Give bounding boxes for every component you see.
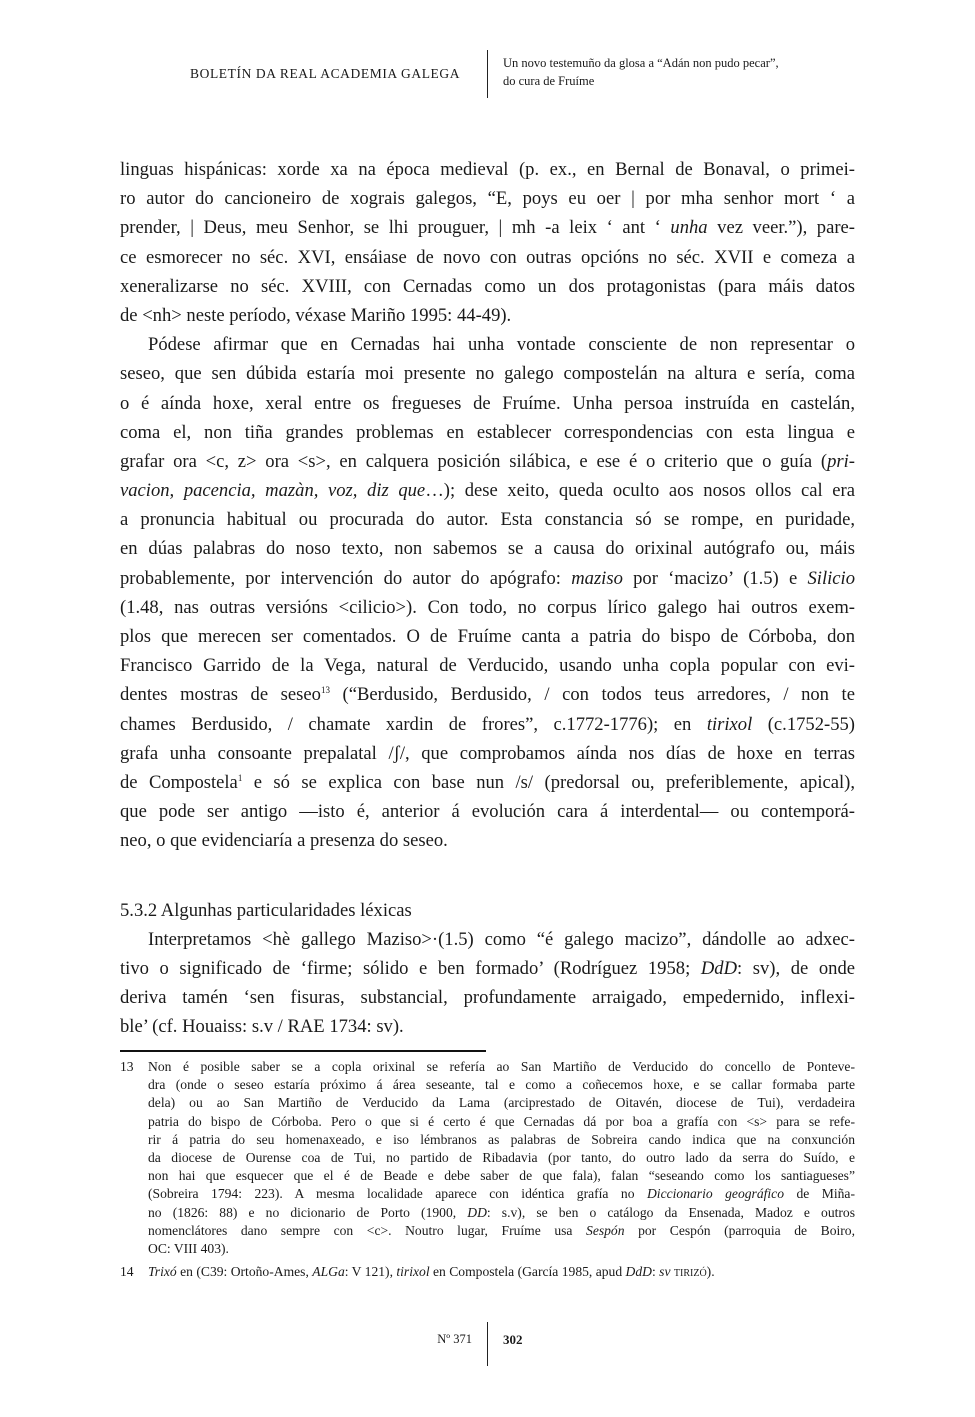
main-text: [120, 155, 855, 1041]
text-line: dentes mostras de seseo$^{13}$ (“Berdusido, Berdusido, / con todos teus arredores, / non te: [120, 684, 855, 706]
paragraph-2: [120, 330, 855, 855]
paragraph-1: [120, 155, 855, 330]
footnote-number: 14: [120, 1264, 134, 1280]
text-line: neo, o que evidenciaría a presenza do seseo.: [120, 830, 448, 852]
journal-name: BOLETÍN DA REAL ACADEMIA GALEGA: [190, 66, 461, 81]
footnote-13: [120, 1058, 855, 1258]
article-title-line-1: Un novo testemuño da glosa a “Adán non pudo pecar”,: [503, 56, 779, 70]
footnote-line: da diocese de Ourense coa de Tui, no partido de Ribadavia (por tanto, do outro lado da serra do Suído, e: [148, 1149, 855, 1165]
footnote-line: dela) ou ao San Martiño de Verducido da Lama (arciprestado de Oitavén, diocese de Tui), verdadeira: [148, 1095, 855, 1111]
text-line: Interpretamos <hè gallego Maziso>·(1.5) como “é galego macizo”, dándolle ao adxec-: [148, 928, 855, 950]
text-line: probablemente, por intervención do autor do apógrafo: maziso por ‘macizo’ (1.5) e Silicio: [120, 567, 855, 589]
footnote-line: no (1826: 88) e no dicionario de Porto (1900, DD: s.v), se ben o catálogo da Ensenada, Madoz e outros: [148, 1204, 856, 1220]
footnote-ref-14[interactable]: 1: [237, 772, 243, 783]
article-title-line-2: do cura de Fruíme: [503, 74, 595, 88]
text-line: coma el, non tiña grandes problemas en establecer correspondencias con esta lingua e: [120, 421, 855, 443]
footnote-number: 13: [120, 1059, 134, 1074]
text-line: seseo, que sen dúbida estaría moi presente no galego compostelán na altura e sería, coma: [120, 363, 855, 385]
text-line: Pódese afirmar que en Cernadas hai unha vontade consciente de non representar o: [148, 334, 855, 356]
text-line: o é aínda hoxe, xeral entre os fregueses de Fruíme. Unha persoa instruída en castelán,: [120, 392, 855, 414]
text-line: ce esmorecer no séc. XVI, ensáiase de novo con outras opcións no séc. XVII e comeza a: [120, 246, 855, 268]
page-number: 302: [503, 1332, 523, 1347]
text-line: grafa unha consoante prepalatal /ʃ/, que comprobamos aínda nos días de hoxe en terras: [120, 742, 855, 764]
footnote-line: OC: VIII 403).: [148, 1240, 229, 1256]
footnote-line: Trixó en (C39: Ortoño-Ames, ALGa: V 121), tirixol en Compostela (García 1985, apud DdD: sv tirizó).: [148, 1264, 715, 1280]
text-line: (1.48, nas outras versións <cilicio>). Con todo, no corpus lírico galego hai outros exem-: [120, 596, 855, 618]
footer-divider: [487, 1322, 488, 1366]
text-line: grafar ora <c, z> ora <s>, en calquera posición silábica, e ese é o criterio que o guía (pri-: [120, 450, 855, 472]
footnote-separator: [120, 1050, 486, 1052]
text-line: Francisco Garrido de la Vega, natural de Verducido, usando unha copla popular con evi-: [120, 655, 855, 677]
footnote-line: patria do bispo de Córboba. Pero o que si é certo é que Cernadas dá por boa a grafía con <s> para se refe-: [148, 1113, 855, 1129]
text-line: en dúas palabras do noso texto, non sabemos se a causa do orixinal autógrafo ou, máis: [120, 538, 855, 560]
text-line: xeneralizarse no séc. XVIII, con Cernadas como un dos protagonistas (para máis datos: [120, 275, 855, 297]
footnote-ref-13[interactable]: 13: [320, 685, 330, 696]
page-header: [0, 50, 975, 100]
text-line: de Compostela$^1$ e só se explica con base nun /s/ (predorsal ou, preferiblemente, apical),: [120, 771, 855, 793]
footnote-line: nomenclátores dano sempre con <c>. Noutro lugar, Fruíme usa Sespón por Cespón (parroquia de Boiro,: [148, 1222, 856, 1238]
text-line: ro autor do cancioneiro de xograis galegos, “E, poys eu oer | por mha senhor mort ‘ a: [120, 188, 855, 210]
footnote-line: non hai que esquecer que el é de Beade e debe saber de que fala), falan “seseando como los santiagueses”: [148, 1168, 855, 1184]
text-line: plos que merecen ser comentados. O de Fruíme canta a patria do bispo de Córboba, don: [120, 626, 855, 647]
text-line: tivo o significado de ‘firme; sólido e ben formado’ (Rodríguez 1958; DdD: sv), de onde: [120, 957, 855, 979]
text-line: deriva tamén ‘sen fisuras, substancial, profundamente arraigado, empedernido, inflexi-: [120, 987, 855, 1009]
paragraph-3: [120, 925, 855, 1042]
text-line: de <nh> neste período, véxase Mariño 1995: 44-49).: [120, 304, 512, 326]
footnote-line: (Sobreira 1794: 223). A mesma localidade aparece con idéntica grafía no Diccionario geográfico de Miña-: [148, 1186, 855, 1202]
text-line: ble’ (cf. Houaiss: s.v / RAE 1734: sv).: [120, 1016, 404, 1038]
header-divider: [487, 50, 488, 98]
text-line: vacion, pacencia, mazàn, voz, diz que…); dese xeito, queda oculto aos nosos ollos cal era: [120, 480, 855, 502]
footnote-line: dra (onde o seseo estaría próximo á área seseante, tal e como a coñecemos hoxe, e se callar formaba parte: [148, 1077, 855, 1093]
section-heading: 5.3.2 Algunhas particularidades léxicas: [120, 899, 412, 921]
text-line: chames Berdusido, / chamate xardin de frores”, c.1772-1776); en tirixol (c.1752-55): [120, 713, 855, 735]
text-line: a pronuncia habitual ou procurada do autor. Esta constancia só se rompe, en puridade,: [120, 509, 855, 531]
footnote-line: Non é posible saber se a copla orixinal se refería ao San Martiño de Verducido do concello de Ponteve-: [148, 1059, 855, 1074]
footnote-line: rir á patria do seu homenaxeado, e iso lémbranos as palabras de Sobreira cando indica que na conxunción: [148, 1131, 855, 1147]
issue-number: Nº 371: [437, 1332, 472, 1346]
footnotes: [120, 1058, 855, 1281]
text-line: prender, | Deus, meu Senhor, se lhi prouguer, | mh -a leix ‘ ant ‘ unha vez veer.”), pare-: [120, 217, 855, 239]
text-line: que pode ser antigo —isto é, anterior á evolución cara á interdental— ou contemporá-: [120, 801, 855, 823]
running-article-title: [503, 54, 779, 90]
page-footer: [0, 1320, 975, 1370]
footnote-14: [120, 1263, 855, 1281]
text-line: linguas hispánicas: xorde xa na época medieval (p. ex., en Bernal de Bonaval, o primei-: [120, 159, 855, 180]
